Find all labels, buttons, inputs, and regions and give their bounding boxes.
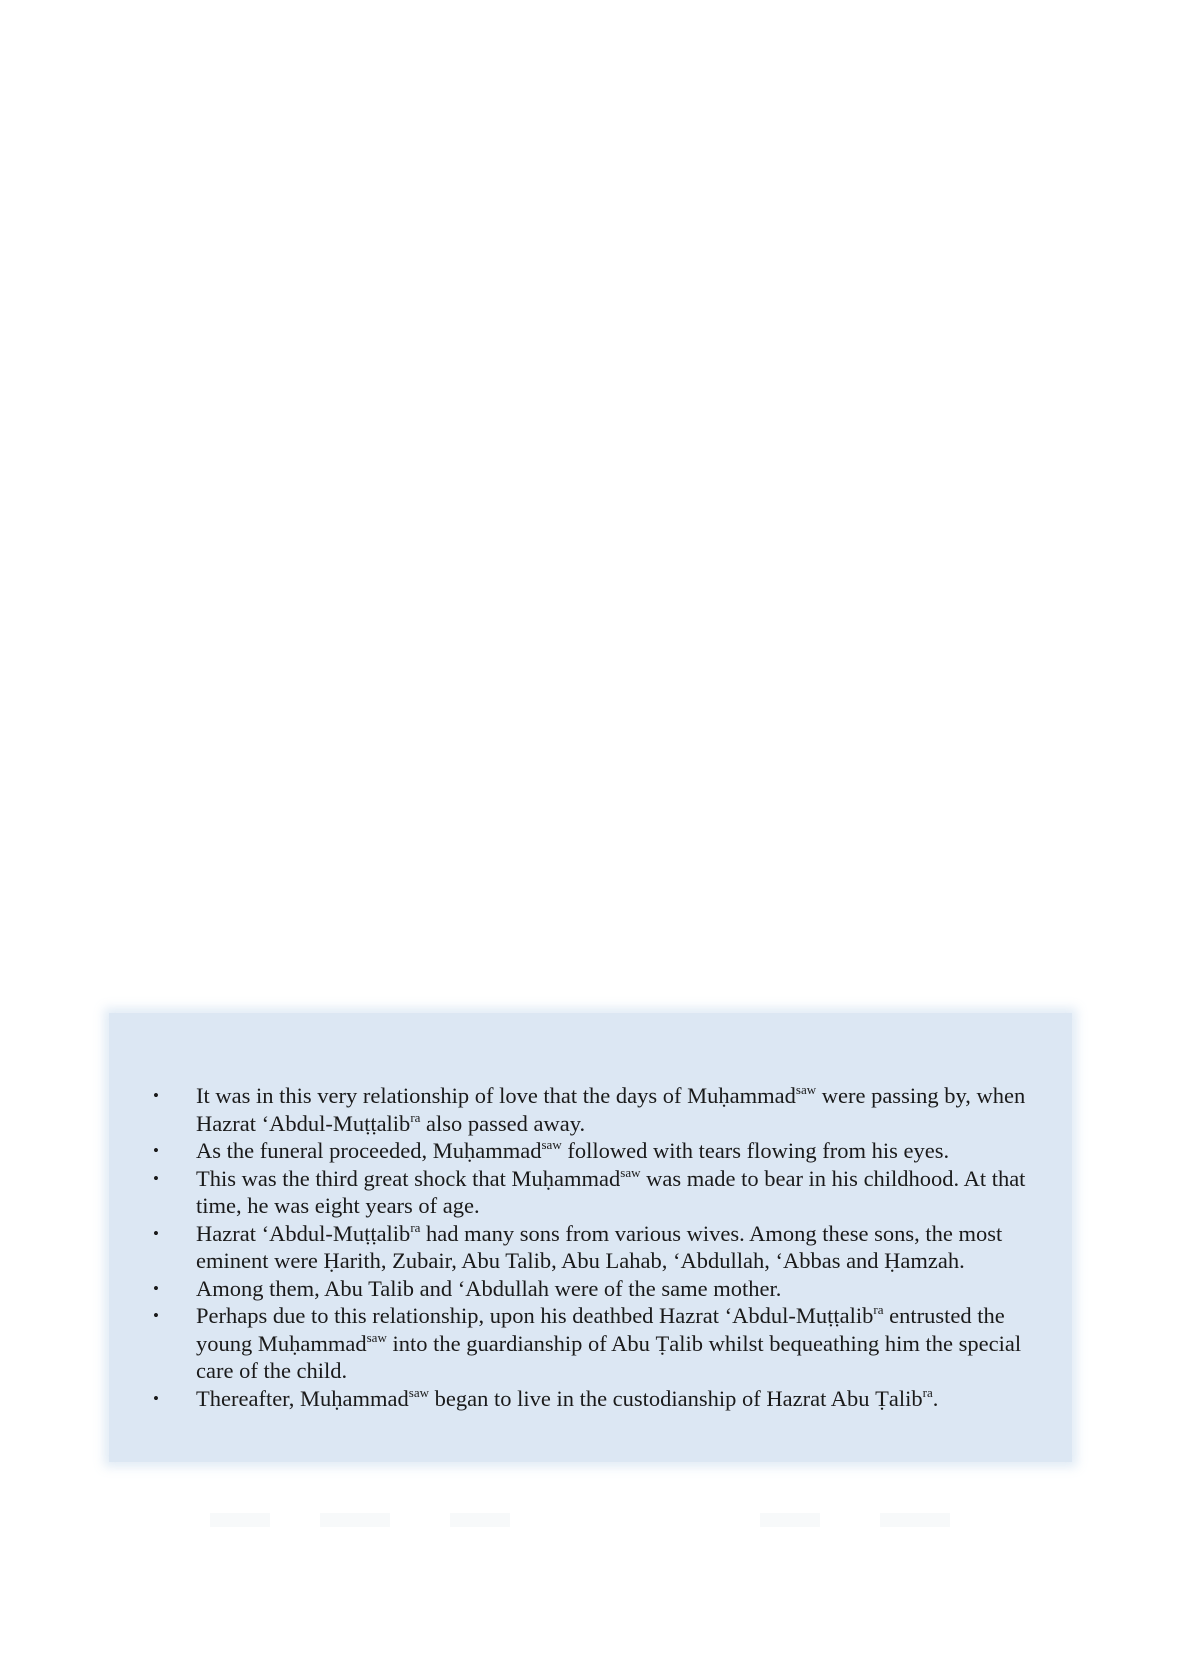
bullet-icon: • (153, 1086, 159, 1105)
bullet-item (149, 1137, 1039, 1165)
honorific-superscript: ra (873, 1302, 884, 1317)
bullet-item (149, 1165, 1039, 1220)
faint-bleed-through-mark (210, 1513, 270, 1527)
bullet-text: This was the third great shock that Muḥammad$^{saw}$ was made to bear in his childhood. At that time, he was eight years of age. (196, 1164, 1026, 1218)
honorific-superscript: saw (408, 1384, 429, 1400)
bullet-item (149, 1082, 1039, 1137)
bullet-text: Thereafter, Muḥammad$^{saw}$ began to live in the custodianship of Hazrat Abu Ṭalib$^{ra}$. (196, 1384, 939, 1411)
bullet-text: As the funeral proceeded, Muḥammad$^{saw}$ followed with tears flowing from his eyes. (196, 1137, 950, 1163)
bullet-icon: • (153, 1141, 159, 1160)
bullet-text: Perhaps due to this relationship, upon his deathbed Hazrat ‘Abdul-Muṭṭalib$^{ra}$ entrusted the young Muḥammad$^{saw}$ into the guardianship of Abu Ṭalib whilst bequeathing him the special care of the child. (196, 1302, 1022, 1383)
faint-bleed-through-mark (320, 1513, 390, 1527)
info-box (109, 1013, 1072, 1462)
honorific-superscript: ra (410, 1109, 421, 1125)
bullet-item (149, 1220, 1039, 1275)
bullet-text: Among them, Abu Talib and ‘Abdullah were of the same mother. (196, 1275, 782, 1301)
honorific-superscript: saw (795, 1082, 817, 1097)
bullet-icon: • (153, 1306, 159, 1325)
honorific-superscript: ra (922, 1384, 933, 1400)
honorific-superscript: saw (541, 1137, 562, 1152)
bullet-item (149, 1302, 1039, 1385)
bullet-text: It was in this very relationship of love that the days of Muḥammad$^{saw}$ were passing by, when Hazrat ‘Abdul-Muṭṭalib$^{ra}$ also passed away. (196, 1082, 1026, 1136)
bullet-icon: • (153, 1388, 159, 1408)
faint-bleed-through-mark (880, 1513, 950, 1527)
honorific-superscript: ra (410, 1219, 421, 1235)
bullet-icon: • (153, 1278, 159, 1298)
bullet-list (149, 1082, 1039, 1412)
bullet-item (149, 1385, 1039, 1413)
bullet-item (149, 1275, 1039, 1303)
bullet-text: Hazrat ‘Abdul-Muṭṭalib$^{ra}$ had many sons from various wives. Among these sons, the most eminent were Ḥarith, Zubair, Abu Talib, Abu Lahab, ‘Abdullah, ‘Abbas and Ḥamzah. (196, 1219, 1003, 1273)
honorific-superscript: saw (620, 1164, 641, 1180)
bullet-icon: • (153, 1168, 159, 1188)
bullet-icon: • (153, 1223, 159, 1243)
faint-bleed-through-mark (760, 1513, 820, 1527)
faint-bleed-through-mark (450, 1513, 510, 1527)
honorific-superscript: saw (366, 1329, 387, 1345)
